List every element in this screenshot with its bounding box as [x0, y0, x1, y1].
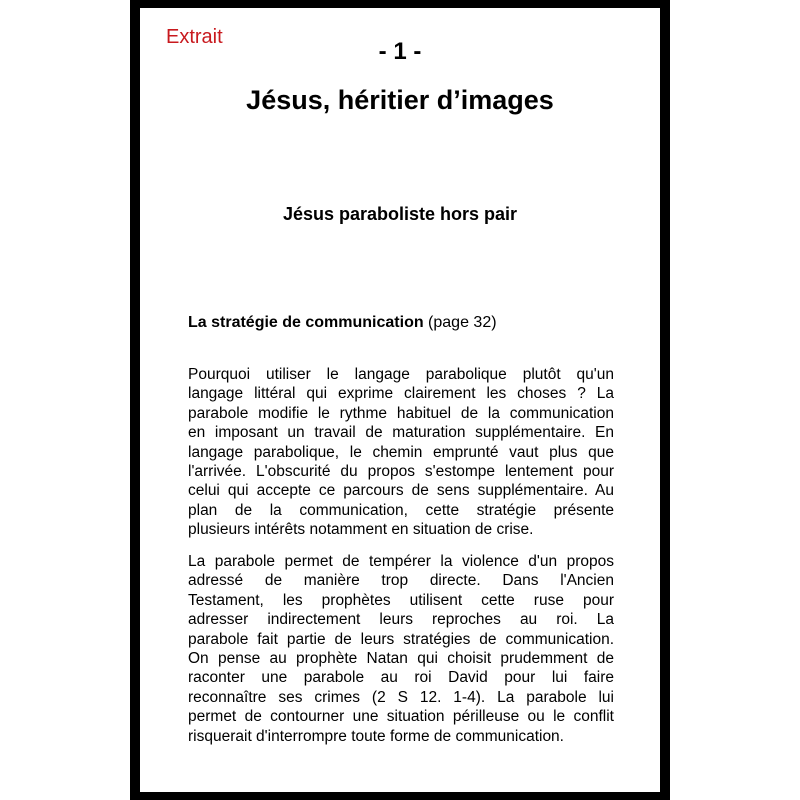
paragraph-line: plusieurs intérêts notamment en situation de crise.	[188, 521, 534, 539]
paragraph-line: On pense au prophète Natan qui choisit prudemment de	[188, 650, 614, 668]
paragraph-line: permet de contourner une situation périlleuse ou le conflit	[188, 708, 614, 726]
paragraph-line: raconter une parabole au roi David pour lui faire	[188, 669, 614, 687]
paragraph-line: langage littéral qui exprime clairement les choses ? La	[188, 385, 614, 403]
paragraph-1	[188, 365, 614, 540]
paragraph-line: adresser indirectement leurs reproches au roi. La	[188, 611, 614, 629]
chapter-title: Jésus, héritier d’images	[246, 85, 554, 115]
paragraph-line: Pourquoi utiliser le langage parabolique plutôt qu'un	[188, 366, 614, 383]
paragraph-line: celui qui accepte ce parcours de sens supplémentaire. Au	[188, 482, 614, 500]
paragraph-line: reconnaître ses crimes (2 S 12. 1-4). La parabole lui	[188, 688, 614, 706]
paragraph-line: adressé de manière trop directe. Dans l'Ancien	[188, 572, 614, 590]
paragraph-line: risquerait d'interrompre toute forme de communication.	[188, 727, 564, 745]
paragraph-line: La parabole permet de tempérer la violence d'un propos	[188, 553, 614, 570]
paragraph-line: l'arrivée. L'obscurité du propos s'estompe lentement pour	[188, 463, 614, 481]
subsection-page-ref: (page 32)	[423, 314, 497, 331]
paragraph-line: langage parabolique, le chemin emprunté vaut plus que	[188, 443, 614, 461]
extract-stamp: Extrait	[166, 26, 223, 48]
paragraph-2	[188, 552, 614, 746]
paragraph-line: parabole fait partie de leurs stratégies de communication.	[188, 630, 614, 648]
paragraph-line: en imposant un travail de maturation supplémentaire. En	[188, 424, 614, 442]
paragraph-line: parabole modifie le rythme habituel de la communication	[188, 404, 614, 422]
paragraph-line: Testament, les prophètes utilisent cette ruse pour	[188, 591, 614, 609]
section-title: Jésus paraboliste hors pair	[282, 204, 518, 224]
subsection-heading	[188, 314, 497, 332]
paragraph-line: plan de la communication, cette stratégie présente	[188, 501, 614, 519]
chapter-number: - 1 -	[378, 38, 422, 65]
subsection-title: La stratégie de communication	[188, 314, 424, 331]
